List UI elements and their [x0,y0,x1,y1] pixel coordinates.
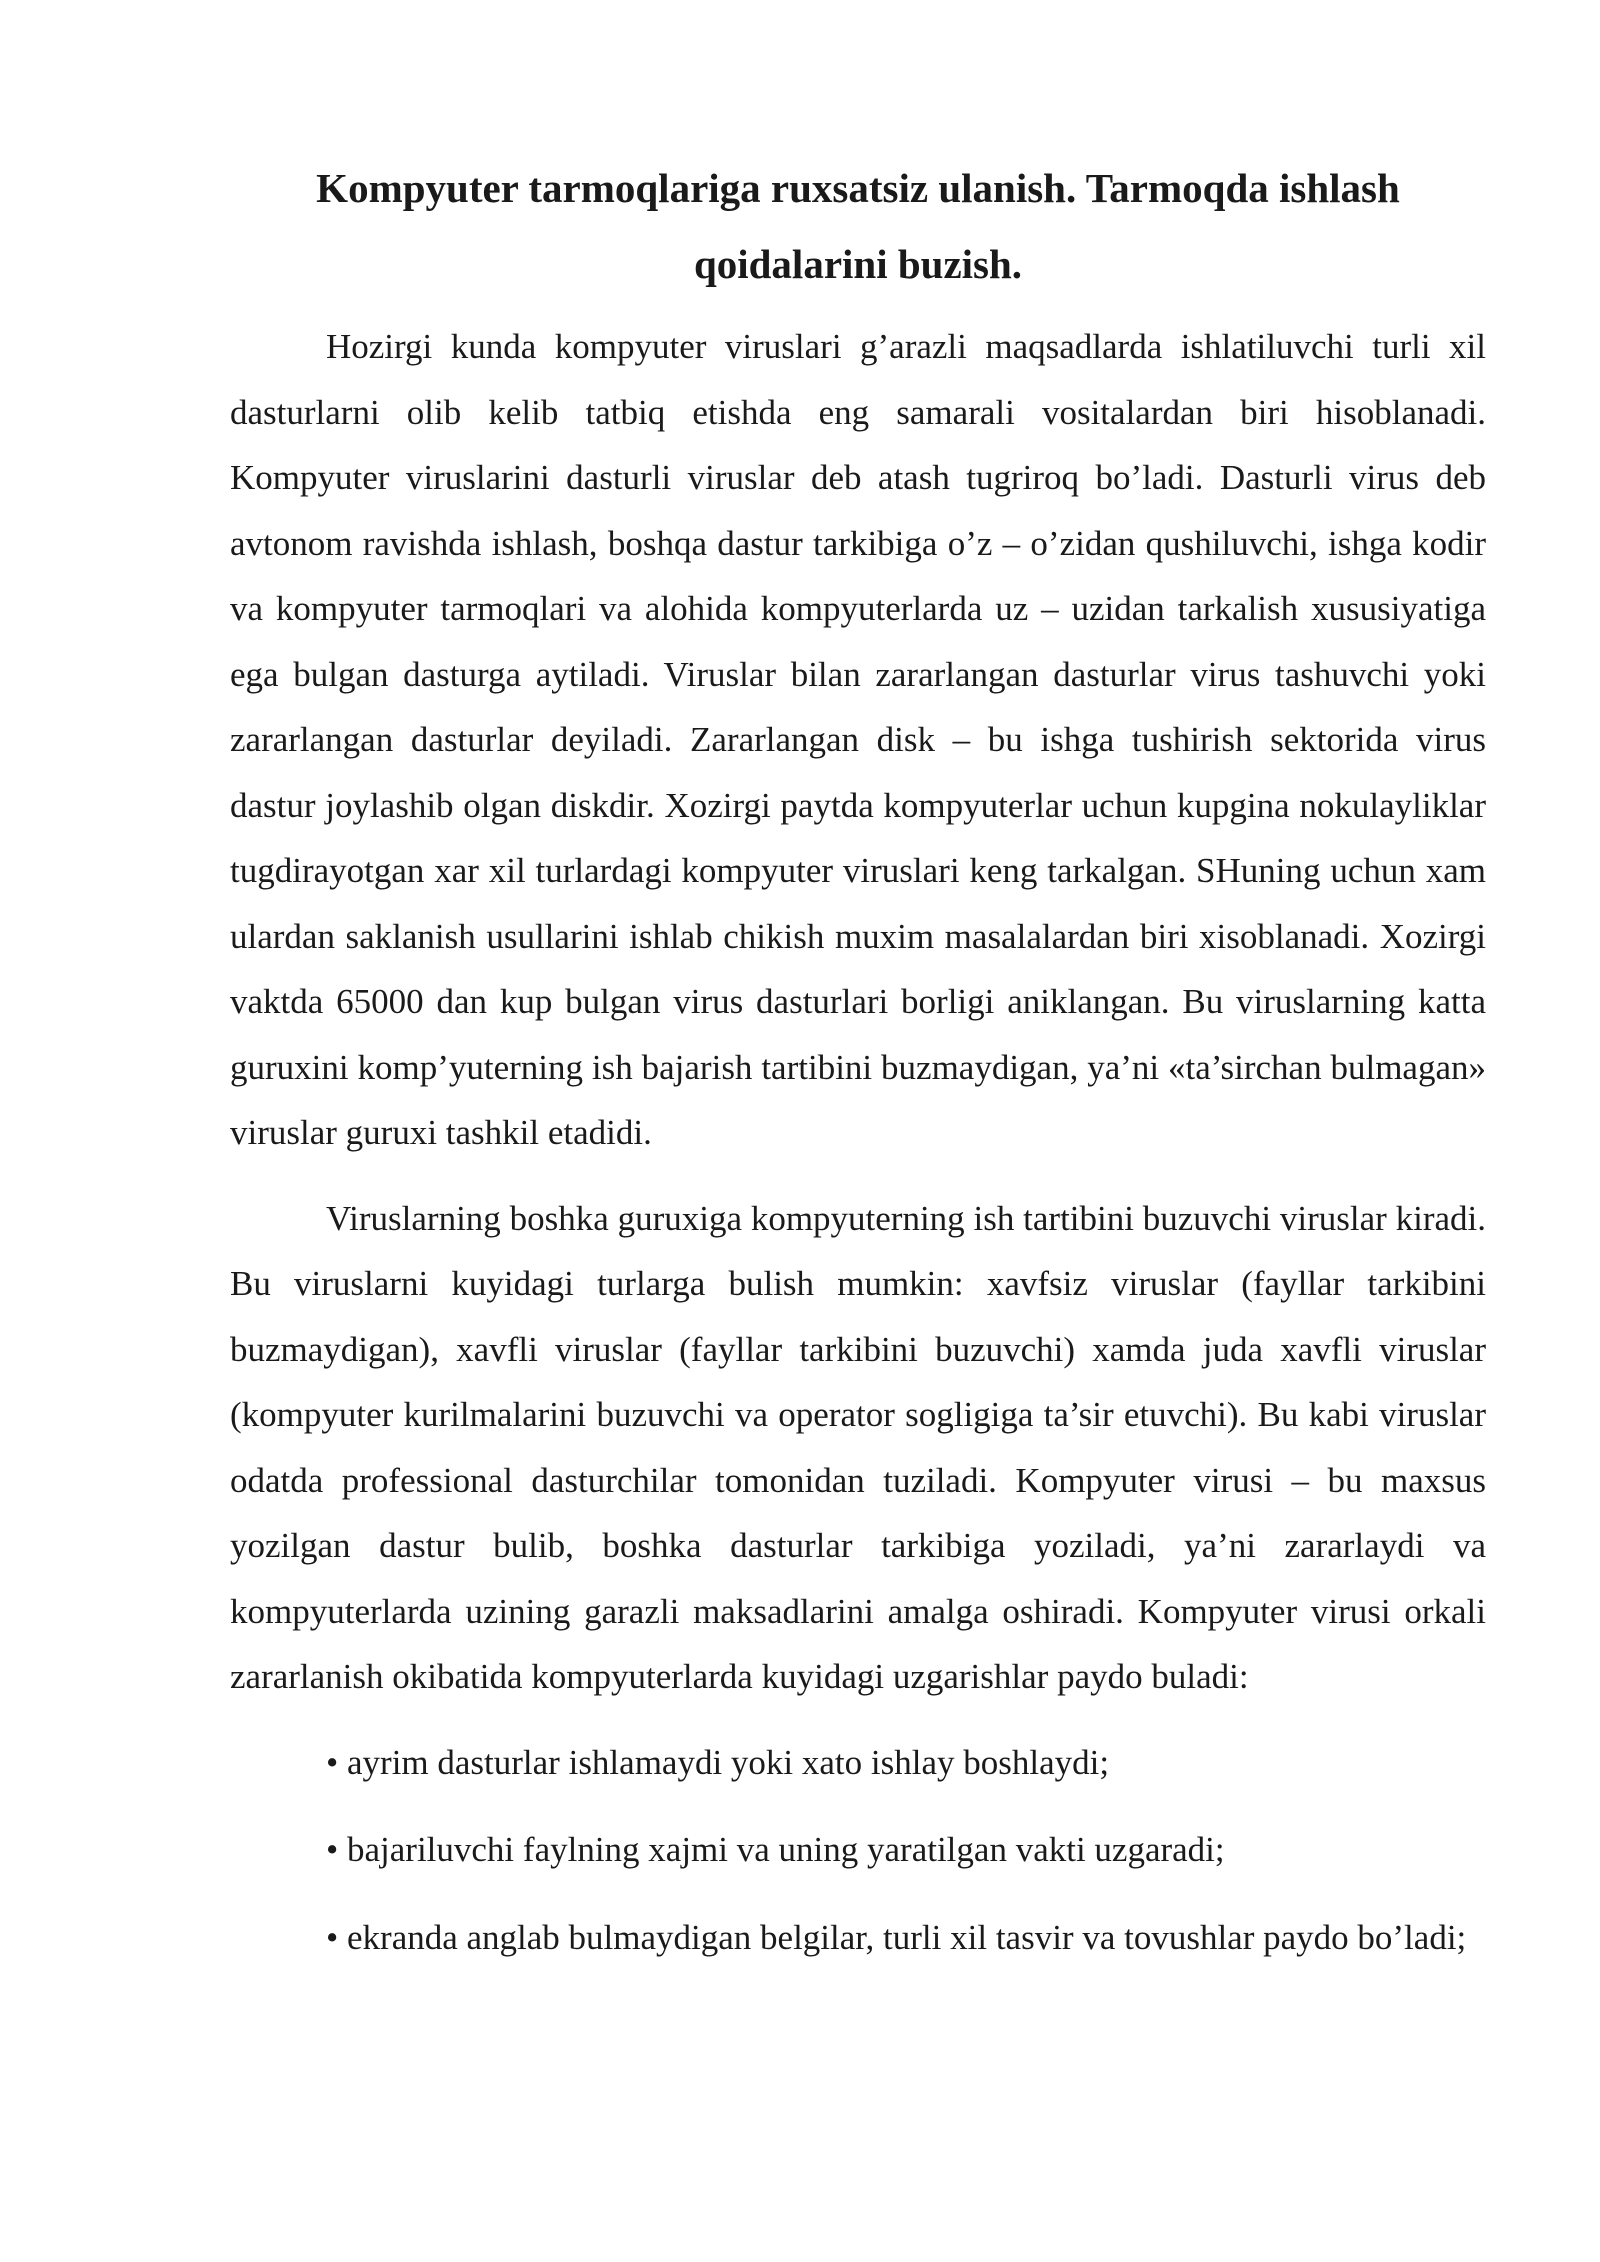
bullet-item-3: • ekranda anglab bulmaydigan belgilar, turli xil tasvir va tovushlar paydo bo’ladi; [326,1917,1467,1957]
document-title: Kompyuter tarmoqlariga ruxsatsiz ulanish. Tarmoqda ishlash qoidalarini buzish. [316,165,1400,287]
document-page [230,150,1486,1992]
bullet-item-2: • bajariluvchi faylning xajmi va uning yaratilgan vakti uzgaradi; [326,1830,1225,1869]
bullet-item-1: • ayrim dasturlar ishlamaydi yoki xato ishlay boshlaydi; [326,1742,1110,1782]
paragraph-2: Viruslarning boshka guruxiga kompyuterning ish tartibini buzuvchi viruslar kiradi. Bu viruslarni kuyidagi turlarga bulish mumkin: xavfsiz viruslar (fayllar tarkibini buzmaydigan), xavfli viruslar (fayllar tarkibini buzuvchi) xamda juda xavfli viruslar (kompyuter kurilmalarini buzuvchi va operator sogligiga ta’sir etuvchi). Bu kabi viruslar odatda professional dasturchilar tomonidan tuziladi. Kompyuter virusi – bu maxsus yozilgan dastur bulib, boshka dasturlar tarkibiga yoziladi, ya’ni zararlaydi va kompyuterlarda uzining garazli maksadlarini amalga oshiradi. Kompyuter virusi orkali zararlanish okibatida kompyuterlarda kuyidagi uzgarishlar paydo buladi: [230,1198,1486,1696]
paragraph-1: Hozirgi kunda kompyuter viruslari g’arazli maqsadlarda ishlatiluvchi turli xil dasturlarni olib kelib tatbiq etishda eng samarali vositalardan biri hisoblanadi. Kompyuter viruslarini dasturli viruslar deb atash tugriroq bo’ladi. Dasturli virus deb avtonom ravishda ishlash, boshqa dastur tarkibiga o’z – o’zidan qushiluvchi, ishga kodir va kompyuter tarmoqlari va alohida kompyuterlarda uz – uzidan tarkalish xususiyatiga ega bulgan dasturga aytiladi. Viruslar bilan zararlangan dasturlar virus tashuvchi yoki zararlangan dasturlar deyiladi. Zararlangan disk – bu ishga tushirish sektorida virus dastur joylashib olgan diskdir. Xozirgi paytda kompyuterlar uchun kupgina nokulayliklar tugdirayotgan xar xil turlardagi kompyuter viruslari keng tarkalgan. SHuning uchun xam ulardan saklanish usullarini ishlab chikish muxim masalalardan biri xisoblanadi. Xozirgi vaktda 65000 dan kup bulgan virus dasturlari borligi aniklangan. Bu viruslarning katta guruxini komp’yuterning ish bajarish tartibini buzmaydigan, ya’ni «ta’sirchan bulmagan» viruslar guruxi tashkil etadidi. [230,327,1486,1152]
